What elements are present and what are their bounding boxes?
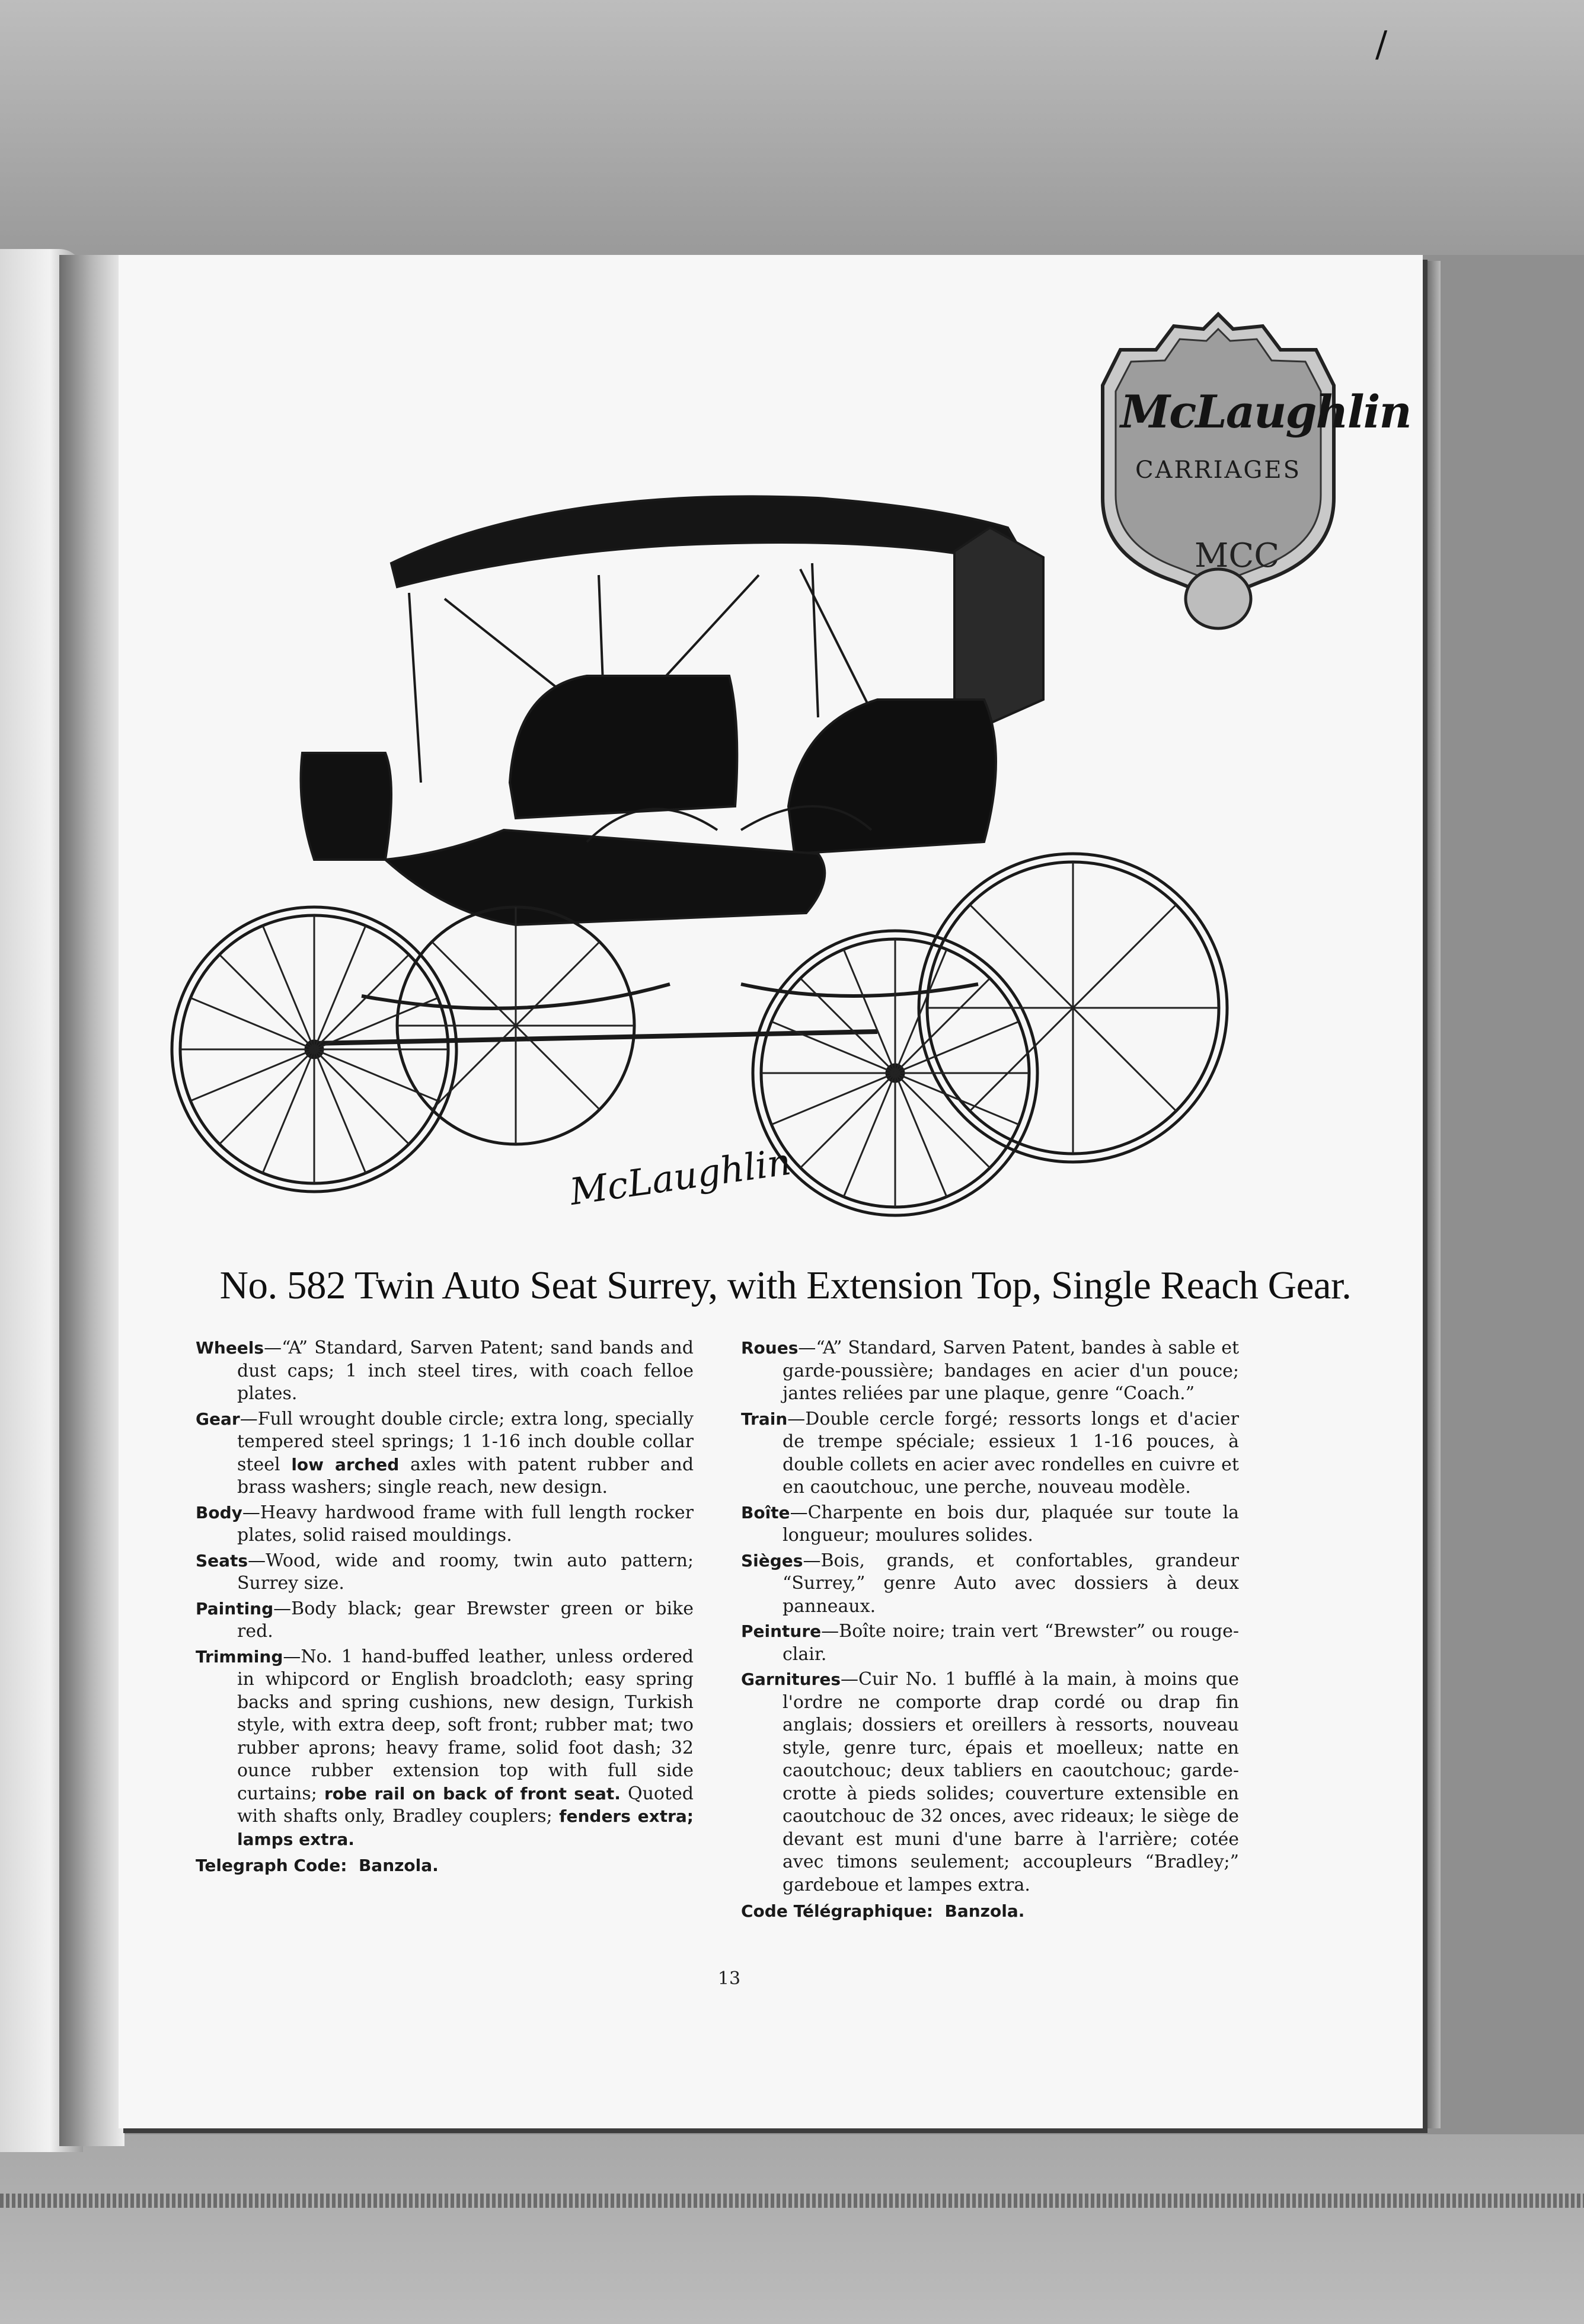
emblem-brand-text: McLaughlin [1120,385,1411,438]
french-specs-column [741,1337,1239,1923]
spec-seats: Seats—Wood, wide and roomy, twin auto pattern; Surrey size. [196,1550,694,1594]
emblem-subtitle: CARRIAGES [1135,456,1301,484]
spec-train: Train—Double cercle forgé; ressorts longs et d'acier de trempe spéciale; essieux 1 1-16 pouces, à double collets en acier avec rondelles en cuivre et en caoutchouc, une perche, nouveau modèle. [741,1408,1239,1498]
page-number: 13 [717,1968,741,1989]
spec-wheels: Wheels—“A” Standard, Sarven Patent; sand bands and dust caps; 1 inch steel tires, with coach felloe plates. [196,1337,694,1404]
page-right-edge [1423,261,1441,2128]
spec-gear: Gear—Full wrought double circle; extra long, specially tempered steel springs; 1 1-16 inch double collar steel low arched axles with patent rubber and brass washers; single reach, new design. [196,1408,694,1498]
spec-roues: Roues—“A” Standard, Sarven Patent, bandes à sable et garde-poussière; bandages en acier d'un pouce; jantes reliées par une plaque, genre “Coach.” [741,1337,1239,1404]
surrey-carriage-illustration [136,474,1280,1227]
spec-trimming: Trimming—No. 1 hand-buffed leather, unless ordered in whipcord or English broadcloth; easy spring backs and spring cushions, new design, Turkish style, with extra deep, soft front; rubber mat; two rubber aprons; heavy frame, solid foot dash; 32 ounce rubber extension top with full side curtains; robe rail on back of front seat. Quoted with shafts only, Bradley couplers; fenders extra; lamps extra. [196,1646,694,1849]
spec-garnitures: Garnitures—Cuir No. 1 bufflé à la main, à moins que l'ordre ne comporte drap cordé ou drap fin anglais; dossiers et oreillers à ressorts, nouveau style, genre turc, épais et moelleux; natte en caoutchouc; deux tabliers en caoutchouc; garde-crotte à pieds solides; couverture extensible en caoutchouc de 32 onces, avec rideaux; le siège de devant est muni d'une barre à l'arrière; cotée avec timons seulement; accoupleurs “Bradley;” gardeboue et lampes extra. [741,1669,1239,1895]
scan-background-top [0,0,1584,255]
spec-painting: Painting—Body black; gear Brewster green or bike red. [196,1598,694,1642]
emblem-monogram: MCC [1195,537,1280,575]
scan-noise-lines [0,2194,1584,2208]
spec-sieges: Sièges—Bois, grands, et confortables, grandeur “Surrey,” genre Auto avec dossiers à deux panneaux. [741,1550,1239,1617]
spec-peinture: Peinture—Boîte noire; train vert “Brewster” ou rouge-clair. [741,1621,1239,1665]
illustration-signature: McLaughlin [567,1139,794,1214]
telegraph-code: Telegraph Code: Banzola. [196,1856,439,1875]
spec-body: Body—Heavy hardwood frame with full length rocker plates, solid raised mouldings. [196,1502,694,1546]
product-title: No. 582 Twin Auto Seat Surrey, with Extension Top, Single Reach Gear. [219,1263,1352,1307]
scan-background-bottom [0,2134,1584,2324]
english-specs-column [196,1337,694,1878]
code-telegraphique: Code Télégraphique: Banzola. [741,1901,1025,1921]
spec-boite: Boîte—Charpente en bois dur, plaquée sur toute la longueur; moulures solides. [741,1502,1239,1546]
book-gutter [59,255,124,2146]
corner-mark: / [1375,24,1388,65]
